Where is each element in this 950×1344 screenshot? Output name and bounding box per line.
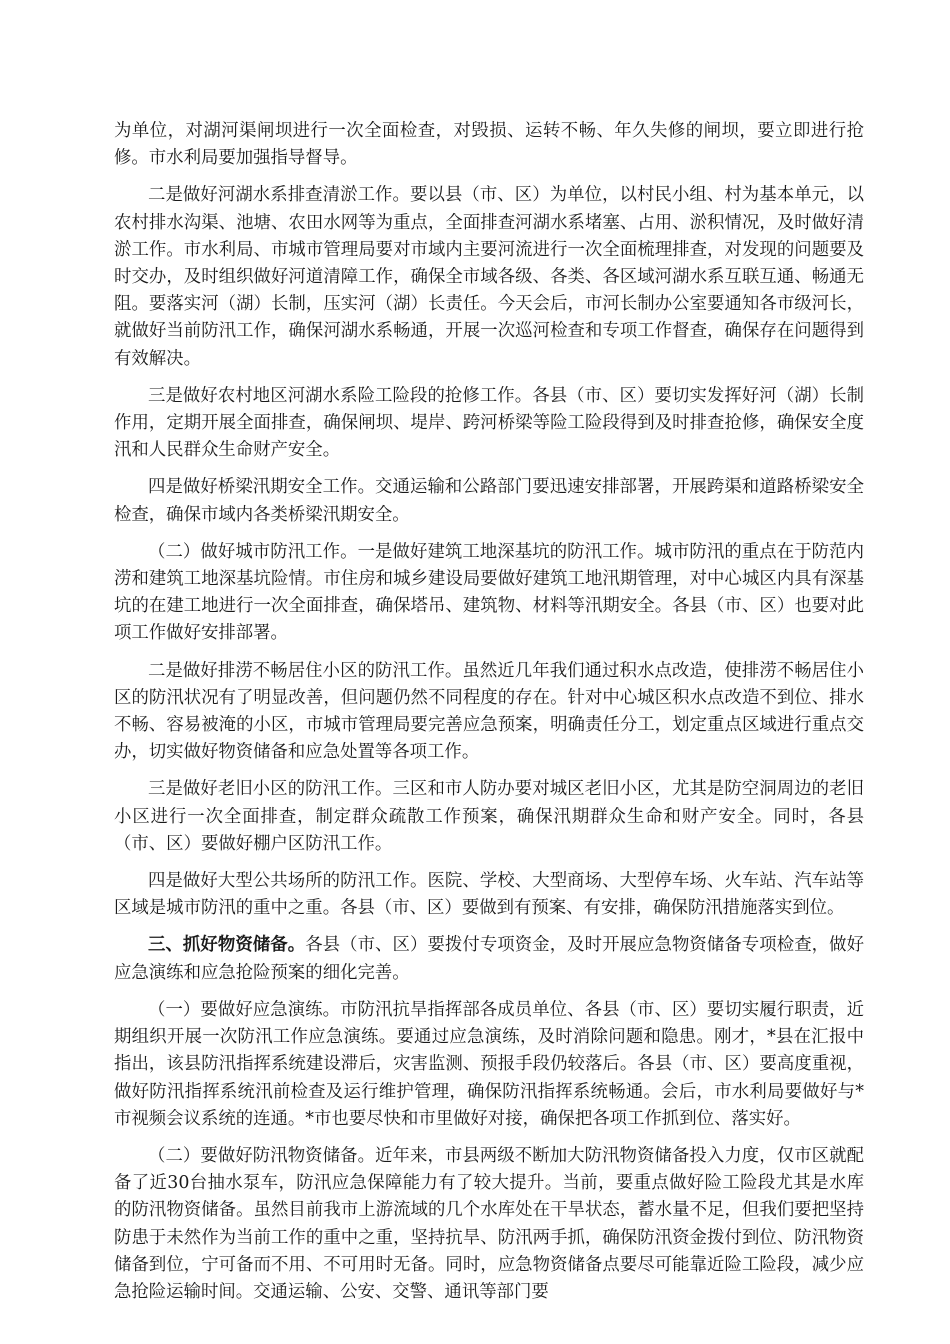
- paragraph-2: 二是做好河湖水系排查清淤工作。要以县（市、区）为单位，以村民小组、村为基本单元，以农村排水沟渠、池塘、农田水网等为重点，全面排查河湖水系堵塞、占用、淤积情况，及时做好清淤工作。市水利局、市城市管理局要对市域内主要河流进行一次全面梳理排查，对发现的问题要及时交办，及时组织做好河道清障工作，确保全市域各级、各类、各区域河湖水系互联互通、畅通无阻。要落实河（湖）长制，压实河（湖）长责任。今天会后，市河长制办公室要通知各市级河长，就做好当前防汛工作，确保河湖水系畅通，开展一次巡河检查和专项工作督查，确保存在问题得到有效解决。: [114, 185, 864, 369]
- section-heading-paragraph: 三、抓好物资储备。各县（市、区）要拨付专项资金，及时开展应急物资储备专项检查，做好应急演练和应急抢险预案的细化完善。: [114, 935, 864, 983]
- paragraph-6: 二是做好排涝不畅居住小区的防汛工作。虽然近几年我们通过积水点改造，使排涝不畅居住小区的防汛状况有了明显改善，但问题仍然不同程度的存在。针对中心城区积水点改造不到位、排水不畅、容易被淹的小区，市城市管理局要完善应急预案，明确责任分工，划定重点区域进行重点交办，切实做好物资储备和应急处置等各项工作。: [114, 660, 864, 763]
- paragraph-10: （一）要做好应急演练。市防汛抗旱指挥部各成员单位、各县（市、区）要切实履行职责，近期组织开展一次防汛工作应急演练。要通过应急演练，及时消除问题和隐患。刚才，*县在汇报中指出，该县防汛指挥系统建设滞后，灾害监测、预报手段仍较落后。各县（市、区）要高度重视，做好防汛指挥系统汛前检查及运行维护管理，确保防汛指挥系统畅通。会后，市水利局要做好与*市视频会议系统的连通。*市也要尽快和市里做好对接，确保把各项工作抓到位、落实好。: [114, 999, 864, 1129]
- paragraph-5: （二）做好城市防汛工作。一是做好建筑工地深基坑的防汛工作。城市防汛的重点在于防范内涝和建筑工地深基坑险情。市住房和城乡建设局要做好建筑工地汛期管理，对中心城区内具有深基坑的在建工地进行一次全面排查，确保塔吊、建筑物、材料等汛期安全。各县（市、区）也要对此项工作做好安排部署。: [114, 541, 864, 644]
- paragraph-3: 三是做好农村地区河湖水系险工险段的抢修工作。各县（市、区）要切实发挥好河（湖）长制作用，定期开展全面排查，确保闸坝、堤岸、跨河桥梁等险工险段得到及时排查抢修，确保安全度汛和人民群众生命财产安全。: [114, 385, 864, 461]
- paragraph-7: 三是做好老旧小区的防汛工作。三区和市人防办要对城区老旧小区，尤其是防空洞周边的老旧小区进行一次全面排查，制定群众疏散工作预案，确保汛期群众生命和财产安全。同时，各县（市、区）要做好棚户区防汛工作。: [114, 779, 864, 854]
- section-heading: 三、抓好物资储备。: [148, 935, 306, 956]
- paragraph-8: 四是做好大型公共场所的防汛工作。医院、学校、大型商场、大型停车场、火车站、汽车站等区域是城市防汛的重中之重。各县（市、区）要做到有预案、有安排，确保防汛措施落实到位。: [114, 871, 864, 919]
- paragraph-4: 四是做好桥梁汛期安全工作。交通运输和公路部门要迅速安排部署，开展跨渠和道路桥梁安全检查，确保市域内各类桥梁汛期安全。: [114, 477, 864, 525]
- paragraph-1: 为单位，对湖河渠闸坝进行一次全面检查，对毁损、运转不畅、年久失修的闸坝，要立即进行抢修。市水利局要加强指导督导。: [114, 121, 864, 169]
- paragraph-11: （二）要做好防汛物资储备。近年来，市县两级不断加大防汛物资储备投入力度，仅市区就配备了近30台抽水泵车，防汛应急保障能力有了较大提升。当前，要重点做好险工险段尤其是水库的防汛物资储备。虽然目前我市上游流域的几个水库处在干旱状态，蓄水量不足，但我们要把坚持防患于未然作为当前工作的重中之重，坚持抗旱、防汛两手抓，确保防汛资金拨付到位、防汛物资储备到位，宁可备而不用、不可用时无备。同时，应急物资储备点要尽可能靠近险工险段，减少应急抢险运输时间。交通运输、公安、交警、通讯等部门要: [114, 1145, 864, 1302]
